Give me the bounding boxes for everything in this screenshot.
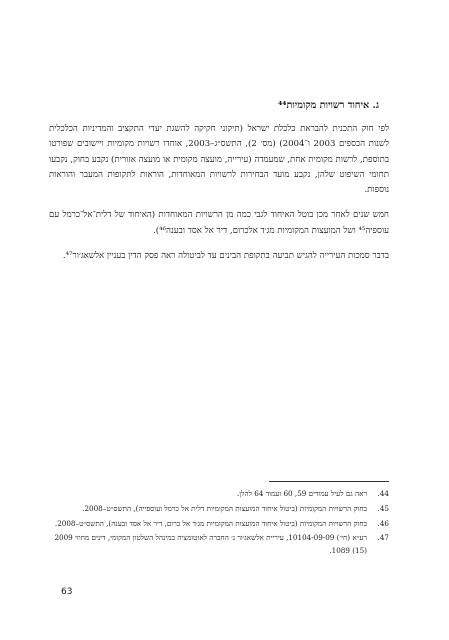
- footnote-number: 44.: [377, 489, 389, 498]
- footnote-number: 47.: [377, 533, 389, 543]
- footnote-number: 45.: [377, 503, 389, 513]
- paragraph: חמש שנים לאחר מכן בוטל האיחוד לגבי כמה מן הרשויות המאוחדות (האיחוד של דלית־אל־כרמל עם עוספיה⁴⁵ ושל המועצות המקומיות מג׳ד אלכרום, דיר אל אסד ובענה⁴⁶).: [49, 210, 389, 236]
- section-heading: ג. איחוד רשויות מקומיות⁴⁴: [278, 100, 379, 111]
- footnote-number: 46.: [377, 518, 389, 528]
- paragraph: לפי חוק התכנית להבראת כלכלת ישראל (תיקוני חקיקה להשגת יעדי התקציב והמדיניות הכלכלית לשנות הכספים 2003 ו־2004) (מס׳ 2), התשס״ג–2003, אוחדו רשויות מקומיות ויישובים שפורטו בתוספת, לרשות מקומית אחת, שמעמדה (עירייה, מועצה מקומית או מועצה אזורית) נקבע בחוק, נקבעו תחומי השיפוט שלהן, נקבע מועד הבחירות לרשויות המאוחדות, הוראות לתקופות המעבר והוראות נוספות.: [49, 124, 390, 196]
- footnote-text: בחוק הרשויות המקומיות (ביטול איחוד המועצות המקומיות מג׳ד אל כרום, דיר אל אסד ובענה), התשס״ט–2008.: [54, 518, 367, 528]
- page-number: 63: [61, 587, 73, 597]
- paragraph: בדבר סמכות העירייה להגיש תביעה בתקופת הבינים עד לביטולה ראה פסק הדין בעניין אלשאג׳ור⁴⁷.: [62, 251, 389, 262]
- footnote-text: רע״א (חי׳) 10104-09-09, עיריית אלשאג׳ור נ׳ החברה לאוטומציה במינהל השלטון המקומי, דינים מחוזי 2009 (15) 1089.: [54, 533, 367, 556]
- footnotes: [49, 488, 389, 560]
- footnote: [49, 488, 389, 501]
- footnote: [49, 503, 389, 516]
- footnote-text: ראה גם לעיל עמודים 59, 60 ועמוד 64 להלן.: [236, 489, 367, 498]
- body-text: [49, 122, 389, 274]
- footnote: [49, 518, 389, 531]
- footnote-text: בחוק הרשויות המקומיות (ביטול איחוד המועצות המקומיות דלית אל כרמל ועוספייה), התשס״ט–2008.: [82, 503, 367, 513]
- footnote: [49, 532, 389, 558]
- footnote-divider: [269, 481, 389, 482]
